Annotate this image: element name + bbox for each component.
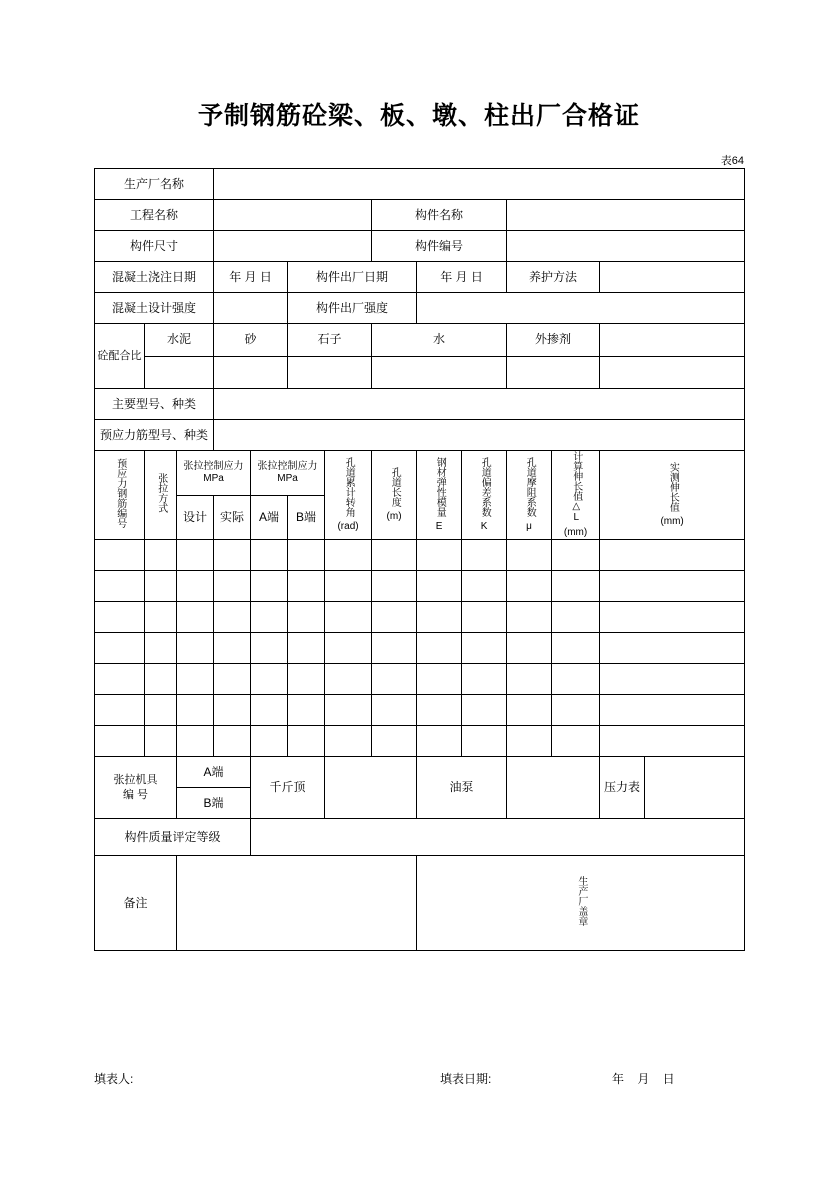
jack-value[interactable] bbox=[325, 757, 417, 819]
cell[interactable] bbox=[95, 695, 145, 726]
cell[interactable] bbox=[552, 664, 600, 695]
table-row bbox=[95, 324, 745, 357]
pour-date-value[interactable]: 年 月 日 bbox=[214, 262, 288, 293]
cell[interactable] bbox=[552, 726, 600, 757]
filler-label: 填表人: bbox=[94, 1072, 134, 1086]
cell[interactable] bbox=[417, 571, 462, 602]
cell[interactable] bbox=[288, 602, 325, 633]
cell[interactable] bbox=[462, 695, 507, 726]
cell[interactable] bbox=[214, 695, 251, 726]
cell[interactable] bbox=[145, 540, 177, 571]
table-row bbox=[95, 633, 745, 664]
cell[interactable] bbox=[177, 726, 214, 757]
table-row bbox=[95, 819, 745, 856]
component-size-value[interactable] bbox=[214, 231, 372, 262]
mix-extra-cell[interactable] bbox=[600, 324, 745, 357]
cell[interactable] bbox=[372, 695, 417, 726]
certificate-table bbox=[94, 168, 745, 951]
cell[interactable] bbox=[507, 571, 552, 602]
water-label: 水 bbox=[372, 324, 507, 357]
cell[interactable] bbox=[214, 602, 251, 633]
header-actual: 实际 bbox=[214, 495, 251, 540]
sand-value[interactable] bbox=[214, 356, 288, 389]
cell[interactable] bbox=[251, 540, 288, 571]
out-strength-value[interactable] bbox=[417, 293, 745, 324]
cell[interactable] bbox=[145, 695, 177, 726]
cement-label: 水泥 bbox=[145, 324, 214, 357]
cell[interactable] bbox=[288, 664, 325, 695]
cell[interactable] bbox=[145, 602, 177, 633]
cell[interactable] bbox=[372, 540, 417, 571]
table-row bbox=[95, 200, 745, 231]
mix-ratio-label: 砼配合比 bbox=[95, 324, 145, 389]
out-strength-label: 构件出厂强度 bbox=[288, 293, 417, 324]
project-name-value[interactable] bbox=[214, 200, 372, 231]
cell[interactable] bbox=[177, 664, 214, 695]
cell[interactable] bbox=[552, 540, 600, 571]
cell[interactable] bbox=[95, 602, 145, 633]
remarks-label: 备注 bbox=[95, 856, 177, 951]
cell[interactable] bbox=[145, 664, 177, 695]
cell[interactable] bbox=[95, 726, 145, 757]
cell[interactable] bbox=[552, 602, 600, 633]
cell[interactable] bbox=[288, 571, 325, 602]
cell[interactable] bbox=[507, 602, 552, 633]
sand-label: 砂 bbox=[214, 324, 288, 357]
cell[interactable] bbox=[417, 726, 462, 757]
gauge-label: 压力表 bbox=[600, 757, 645, 819]
pump-label: 油泵 bbox=[417, 757, 507, 819]
cell[interactable] bbox=[95, 664, 145, 695]
header-duct-length: 孔道长度 (m) bbox=[372, 451, 417, 540]
cell[interactable] bbox=[251, 602, 288, 633]
table-row bbox=[95, 356, 745, 389]
cell[interactable] bbox=[95, 571, 145, 602]
cell[interactable] bbox=[372, 633, 417, 664]
pour-date-label: 混凝土浇注日期 bbox=[95, 262, 214, 293]
cell[interactable] bbox=[325, 633, 372, 664]
cell[interactable] bbox=[325, 664, 372, 695]
mix-extra-value[interactable] bbox=[600, 356, 745, 389]
cell[interactable] bbox=[417, 602, 462, 633]
header-design: 设计 bbox=[177, 495, 214, 540]
cell[interactable] bbox=[507, 540, 552, 571]
table-row bbox=[95, 169, 745, 200]
cell[interactable] bbox=[288, 540, 325, 571]
cell[interactable] bbox=[417, 540, 462, 571]
factory-name-label: 生产厂名称 bbox=[95, 169, 214, 200]
design-strength-label: 混凝土设计强度 bbox=[95, 293, 214, 324]
quality-grade-label: 构件质量评定等级 bbox=[95, 819, 251, 856]
table-row bbox=[95, 389, 745, 420]
cement-value[interactable] bbox=[145, 356, 214, 389]
cell[interactable] bbox=[600, 633, 745, 664]
component-number-label: 构件编号 bbox=[372, 231, 507, 262]
table-row bbox=[95, 231, 745, 262]
component-name-label: 构件名称 bbox=[372, 200, 507, 231]
cell[interactable] bbox=[600, 602, 745, 633]
header-end-b: B端 bbox=[288, 495, 325, 540]
cell[interactable] bbox=[372, 571, 417, 602]
table-row bbox=[95, 726, 745, 757]
cell[interactable] bbox=[288, 695, 325, 726]
cell[interactable] bbox=[507, 695, 552, 726]
fill-date-ymd: 年 月 日 bbox=[612, 1072, 680, 1086]
cell[interactable] bbox=[145, 726, 177, 757]
cell[interactable] bbox=[251, 695, 288, 726]
component-size-label: 构件尺寸 bbox=[95, 231, 214, 262]
cell[interactable] bbox=[372, 602, 417, 633]
header-control-stress-2: 张拉控制应力 MPa bbox=[251, 451, 325, 496]
cell[interactable] bbox=[214, 633, 251, 664]
cell[interactable] bbox=[177, 540, 214, 571]
pump-value[interactable] bbox=[507, 757, 600, 819]
out-date-value[interactable]: 年 月 日 bbox=[417, 262, 507, 293]
form-number: 表64 bbox=[720, 155, 744, 167]
cell[interactable] bbox=[251, 726, 288, 757]
out-date-label: 构件出厂日期 bbox=[288, 262, 417, 293]
main-model-label: 主要型号、种类 bbox=[95, 389, 214, 420]
cell[interactable] bbox=[325, 571, 372, 602]
table-row bbox=[95, 602, 745, 633]
component-number-value[interactable] bbox=[507, 231, 745, 262]
stone-value[interactable] bbox=[288, 356, 372, 389]
main-model-value[interactable] bbox=[214, 389, 745, 420]
cell[interactable] bbox=[600, 726, 745, 757]
admixture-label: 外掺剂 bbox=[507, 324, 600, 357]
cell[interactable] bbox=[177, 633, 214, 664]
header-end-a: A端 bbox=[251, 495, 288, 540]
cell[interactable] bbox=[177, 695, 214, 726]
machine-no-label: 张拉机具 编 号 bbox=[95, 757, 177, 819]
fill-date-label: 填表日期: bbox=[440, 1072, 492, 1086]
cell[interactable] bbox=[95, 633, 145, 664]
cell[interactable] bbox=[417, 633, 462, 664]
prestress-model-value[interactable] bbox=[214, 420, 745, 451]
cell[interactable] bbox=[417, 664, 462, 695]
cell[interactable] bbox=[251, 664, 288, 695]
header-duct-angle: 孔道累计转角 (rad) bbox=[325, 451, 372, 540]
table-row bbox=[95, 664, 745, 695]
cell[interactable] bbox=[462, 664, 507, 695]
cell[interactable] bbox=[325, 726, 372, 757]
cell[interactable] bbox=[600, 664, 745, 695]
cell[interactable] bbox=[372, 664, 417, 695]
table-row bbox=[95, 695, 745, 726]
header-bar-number: 预应力钢筋编号 bbox=[95, 451, 145, 540]
cell[interactable] bbox=[417, 695, 462, 726]
cell[interactable] bbox=[145, 633, 177, 664]
machine-end-b-label: B端 bbox=[177, 788, 251, 819]
water-value[interactable] bbox=[372, 356, 507, 389]
header-tension-method: 张拉方式 bbox=[145, 451, 177, 540]
cell[interactable] bbox=[600, 695, 745, 726]
cell[interactable] bbox=[325, 602, 372, 633]
header-duct-friction: 孔道摩阻系数 μ bbox=[507, 451, 552, 540]
cell[interactable] bbox=[462, 726, 507, 757]
table-row bbox=[95, 856, 745, 951]
cell[interactable] bbox=[552, 571, 600, 602]
cell[interactable] bbox=[462, 571, 507, 602]
component-name-value[interactable] bbox=[507, 200, 745, 231]
design-strength-value[interactable] bbox=[214, 293, 288, 324]
header-duct-deviation: 孔道偏差系数 K bbox=[462, 451, 507, 540]
cell[interactable] bbox=[462, 633, 507, 664]
cell[interactable] bbox=[214, 726, 251, 757]
cell[interactable] bbox=[214, 571, 251, 602]
factory-seal-label: 生产厂盖章 bbox=[417, 856, 745, 951]
gauge-value[interactable] bbox=[645, 757, 745, 819]
jack-label: 千斤顶 bbox=[251, 757, 325, 819]
stone-label: 石子 bbox=[288, 324, 372, 357]
table-row bbox=[95, 262, 745, 293]
table-header-row bbox=[95, 451, 745, 496]
header-control-stress-1: 张拉控制应力 MPa bbox=[177, 451, 251, 496]
admixture-value[interactable] bbox=[507, 356, 600, 389]
cell[interactable] bbox=[288, 633, 325, 664]
header-steel-modulus: 钢材弹性模量 E bbox=[417, 451, 462, 540]
cell[interactable] bbox=[251, 571, 288, 602]
cell[interactable] bbox=[288, 726, 325, 757]
project-name-label: 工程名称 bbox=[95, 200, 214, 231]
cell[interactable] bbox=[325, 540, 372, 571]
cell[interactable] bbox=[214, 540, 251, 571]
cell[interactable] bbox=[552, 633, 600, 664]
cell[interactable] bbox=[95, 540, 145, 571]
cell[interactable] bbox=[507, 633, 552, 664]
cell[interactable] bbox=[251, 633, 288, 664]
table-row bbox=[95, 757, 745, 788]
cell[interactable] bbox=[552, 695, 600, 726]
curing-method-label: 养护方法 bbox=[507, 262, 600, 293]
cell[interactable] bbox=[462, 602, 507, 633]
page-title: 予制钢筋砼梁、板、墩、柱出厂合格证 bbox=[197, 101, 640, 130]
table-row bbox=[95, 540, 745, 571]
cell[interactable] bbox=[507, 726, 552, 757]
cell[interactable] bbox=[145, 571, 177, 602]
curing-method-value[interactable] bbox=[600, 262, 745, 293]
cell[interactable] bbox=[462, 540, 507, 571]
table-row bbox=[95, 293, 745, 324]
cell[interactable] bbox=[325, 695, 372, 726]
factory-name-value[interactable] bbox=[214, 169, 745, 200]
header-measured-elongation: 实测伸长值 (mm) bbox=[600, 451, 745, 540]
table-row bbox=[95, 571, 745, 602]
cell[interactable] bbox=[214, 664, 251, 695]
cell[interactable] bbox=[507, 664, 552, 695]
cell[interactable] bbox=[372, 726, 417, 757]
prestress-model-label: 预应力筋型号、种类 bbox=[95, 420, 214, 451]
cell[interactable] bbox=[600, 540, 745, 571]
quality-grade-value[interactable] bbox=[251, 819, 745, 856]
cell[interactable] bbox=[600, 571, 745, 602]
remarks-value[interactable] bbox=[177, 856, 417, 951]
cell[interactable] bbox=[177, 571, 214, 602]
machine-end-a-label: A端 bbox=[177, 757, 251, 788]
cell[interactable] bbox=[177, 602, 214, 633]
header-calc-elongation: 计算伸长值△L (mm) bbox=[552, 451, 600, 540]
table-row bbox=[95, 420, 745, 451]
